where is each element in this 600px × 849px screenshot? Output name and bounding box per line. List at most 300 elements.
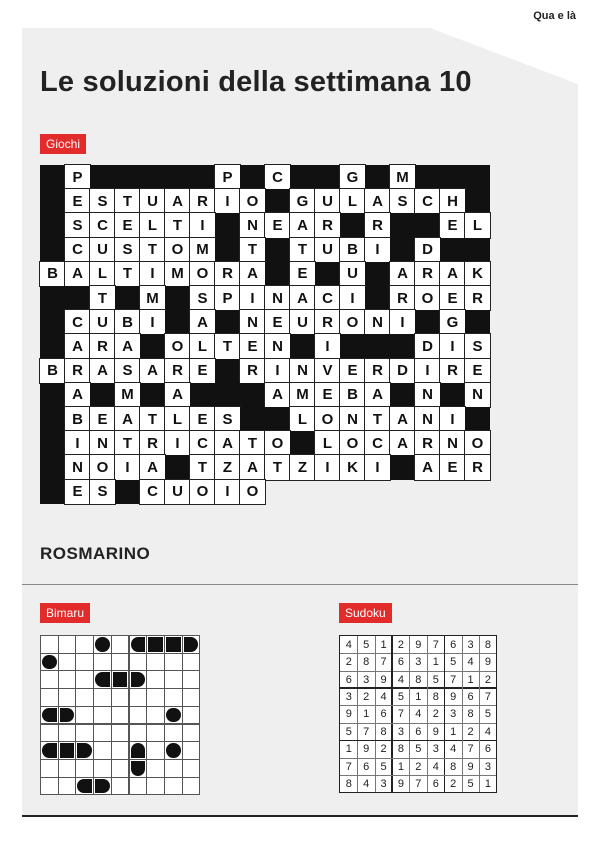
sudoku-cell: 9 xyxy=(345,708,352,721)
crossword-letter-cell: O xyxy=(340,310,365,334)
bimaru-cell xyxy=(111,706,130,725)
bimaru-ship-segment xyxy=(166,637,181,652)
sudoku-cell: 7 xyxy=(484,690,491,703)
bimaru-ship-segment xyxy=(95,779,110,794)
crossword-letter-cell: U xyxy=(290,310,315,334)
bimaru-cell xyxy=(146,688,165,707)
crossword-black-cell xyxy=(415,310,440,334)
crossword-letter-cell: O xyxy=(265,431,290,455)
crossword-letter-cell: I xyxy=(240,286,265,310)
crossword-letter-cell: E xyxy=(465,359,490,383)
bimaru-cell xyxy=(75,670,94,689)
bimaru-ship-segment xyxy=(60,743,75,758)
bimaru-cell xyxy=(40,670,59,689)
crossword-letter-cell: O xyxy=(465,431,490,455)
bimaru-ship-segment xyxy=(184,637,199,652)
sudoku-cell: 7 xyxy=(380,656,387,669)
crossword-black-cell xyxy=(465,165,490,189)
crossword-letter-cell: G xyxy=(290,189,315,213)
crossword-black-cell xyxy=(215,310,240,334)
bimaru-cell xyxy=(40,724,59,743)
sudoku-gridline xyxy=(340,758,496,759)
crossword-letter-cell: I xyxy=(340,286,365,310)
bimaru-cell xyxy=(111,688,130,707)
crossword-letter-cell: E xyxy=(315,383,340,407)
crossword-letter-cell: I xyxy=(390,310,415,334)
sudoku-cell: 2 xyxy=(380,743,387,756)
bimaru-cell xyxy=(182,688,201,707)
bimaru-cell xyxy=(75,635,94,654)
sudoku-gridline xyxy=(391,636,393,792)
bimaru-ship-segment xyxy=(95,672,110,687)
bimaru-cell xyxy=(129,688,148,707)
crossword-letter-cell: I xyxy=(365,455,390,479)
section-label: Qua e là xyxy=(533,10,576,22)
bimaru-cell xyxy=(146,706,165,725)
sudoku-cell: 4 xyxy=(467,656,474,669)
bimaru-ship-segment xyxy=(113,672,128,687)
bimaru-cell xyxy=(93,653,112,672)
crossword-letter-cell: R xyxy=(90,334,115,358)
crossword-letter-cell: A xyxy=(390,407,415,431)
crossword-black-cell xyxy=(40,165,65,189)
crossword-letter-cell: E xyxy=(65,480,90,504)
sudoku-cell: 6 xyxy=(345,673,352,686)
sudoku-cell: 4 xyxy=(345,638,352,651)
bimaru-cell xyxy=(58,688,77,707)
sudoku-cell: 9 xyxy=(380,673,387,686)
crossword-letter-cell: L xyxy=(315,431,340,455)
crossword-black-cell xyxy=(90,383,115,407)
bimaru-cell xyxy=(75,759,94,778)
crossword-letter-cell: I xyxy=(215,189,240,213)
crossword-letter-cell: E xyxy=(440,286,465,310)
crossword-letter-cell: M xyxy=(290,383,315,407)
crossword-letter-cell: O xyxy=(190,480,215,504)
crossword-black-cell xyxy=(65,286,90,310)
bimaru-cell xyxy=(129,777,148,796)
crossword-letter-cell: C xyxy=(90,213,115,237)
sudoku-cell: 3 xyxy=(467,638,474,651)
crossword-letter-cell: A xyxy=(365,383,390,407)
crossword-letter-cell: S xyxy=(190,286,215,310)
crossword-black-cell xyxy=(40,334,65,358)
bimaru-cell xyxy=(40,635,59,654)
crossword-letter-cell: I xyxy=(315,455,340,479)
crossword-letter-cell: K xyxy=(465,262,490,286)
crossword-black-cell xyxy=(290,334,315,358)
crossword-letter-cell: A xyxy=(65,383,90,407)
sudoku-cell: 9 xyxy=(432,725,439,738)
crossword-letter-cell: E xyxy=(90,407,115,431)
sudoku-cell: 6 xyxy=(432,777,439,790)
bimaru-cell xyxy=(182,777,201,796)
crossword-letter-cell: L xyxy=(340,189,365,213)
sudoku-cell: 7 xyxy=(363,725,370,738)
sudoku-cell: 7 xyxy=(415,777,422,790)
crossword-black-cell xyxy=(465,407,490,431)
crossword-letter-cell: T xyxy=(140,238,165,262)
bimaru-cell xyxy=(40,688,59,707)
sudoku-cell: 1 xyxy=(467,673,474,686)
crossword-letter-cell: S xyxy=(465,334,490,358)
sudoku-cell: 3 xyxy=(397,725,404,738)
crossword-letter-cell: B xyxy=(340,238,365,262)
crossword-letter-cell: C xyxy=(65,238,90,262)
crossword-black-cell xyxy=(40,455,65,479)
bimaru-cell xyxy=(146,777,165,796)
bimaru-tag: Bimaru xyxy=(40,603,90,623)
bimaru-cell xyxy=(111,777,130,796)
sudoku-cell: 2 xyxy=(397,638,404,651)
crossword-letter-cell: C xyxy=(315,286,340,310)
bimaru-cell xyxy=(93,706,112,725)
sudoku-cell: 1 xyxy=(450,725,457,738)
crossword-black-cell xyxy=(40,286,65,310)
crossword-letter-cell: R xyxy=(465,455,490,479)
crossword-letter-cell: S xyxy=(65,213,90,237)
sudoku-cell: 2 xyxy=(363,690,370,703)
crossword-black-cell xyxy=(40,310,65,334)
crossword-letter-cell: A xyxy=(365,189,390,213)
crossword-letter-cell: R xyxy=(190,189,215,213)
bimaru-cell xyxy=(93,759,112,778)
crossword-letter-cell: N xyxy=(240,213,265,237)
crossword-letter-cell: T xyxy=(115,189,140,213)
bimaru-ship-segment xyxy=(148,637,163,652)
crossword-black-cell xyxy=(415,213,440,237)
crossword-black-cell xyxy=(115,480,140,504)
crossword-letter-cell: K xyxy=(340,455,365,479)
crossword-letter-cell: R xyxy=(365,213,390,237)
bimaru-cell xyxy=(164,759,183,778)
crossword-black-cell xyxy=(165,455,190,479)
crossword-letter-cell: T xyxy=(190,455,215,479)
sudoku-cell: 2 xyxy=(432,708,439,721)
crossword-letter-cell: T xyxy=(140,407,165,431)
sudoku-cell: 2 xyxy=(467,725,474,738)
sudoku-cell: 5 xyxy=(345,725,352,738)
crossword-letter-cell: M xyxy=(165,262,190,286)
crossword-answer: ROSMARINO xyxy=(40,544,151,563)
sudoku-cell: 1 xyxy=(432,656,439,669)
bimaru-cell xyxy=(75,653,94,672)
bimaru-cell xyxy=(40,777,59,796)
bimaru-ship-segment xyxy=(77,779,92,794)
sudoku-cell: 3 xyxy=(484,760,491,773)
crossword-letter-cell: A xyxy=(265,383,290,407)
bimaru-cell xyxy=(75,706,94,725)
sudoku-cell: 8 xyxy=(467,708,474,721)
crossword-black-cell xyxy=(140,334,165,358)
sudoku-cell: 6 xyxy=(397,656,404,669)
bimaru-cell xyxy=(146,741,165,760)
sudoku-gridline xyxy=(357,636,358,792)
crossword-letter-cell: A xyxy=(440,262,465,286)
crossword-letter-cell: M xyxy=(140,286,165,310)
bimaru-ship-segment xyxy=(42,708,57,723)
sudoku-cell: 8 xyxy=(380,725,387,738)
crossword-black-cell xyxy=(40,407,65,431)
crossword-black-cell xyxy=(415,165,440,189)
crossword-black-cell xyxy=(390,238,415,262)
crossword-black-cell xyxy=(40,213,65,237)
crossword-black-cell xyxy=(40,431,65,455)
sudoku-gridline xyxy=(340,671,496,672)
sudoku-cell: 4 xyxy=(450,743,457,756)
sudoku-cell: 8 xyxy=(415,673,422,686)
crossword-letter-cell: R xyxy=(465,286,490,310)
crossword-letter-cell: B xyxy=(40,262,65,286)
sudoku-grid xyxy=(339,635,497,793)
crossword-letter-cell: A xyxy=(115,334,140,358)
crossword-black-cell xyxy=(215,359,240,383)
crossword-black-cell xyxy=(365,334,390,358)
bimaru-cell xyxy=(182,706,201,725)
sudoku-gridline xyxy=(340,723,496,724)
crossword-black-cell xyxy=(40,383,65,407)
crossword-letter-cell: T xyxy=(240,238,265,262)
crossword-letter-cell: B xyxy=(65,407,90,431)
crossword-letter-cell: B xyxy=(340,383,365,407)
crossword-letter-cell: U xyxy=(165,480,190,504)
crossword-letter-cell: R xyxy=(65,359,90,383)
bimaru-cell xyxy=(93,724,112,743)
sudoku-gridline xyxy=(340,775,496,776)
crossword-letter-cell: A xyxy=(190,310,215,334)
crossword-letter-cell: N xyxy=(265,286,290,310)
bimaru-cell xyxy=(164,688,183,707)
sudoku-cell: 4 xyxy=(397,673,404,686)
sudoku-cell: 5 xyxy=(432,673,439,686)
sudoku-cell: 4 xyxy=(380,690,387,703)
crossword-letter-cell: A xyxy=(215,431,240,455)
sudoku-cell: 3 xyxy=(432,743,439,756)
crossword-black-cell xyxy=(240,383,265,407)
crossword-letter-cell: N xyxy=(240,310,265,334)
crossword-letter-cell: I xyxy=(365,238,390,262)
sudoku-cell: 2 xyxy=(415,760,422,773)
bimaru-cell xyxy=(129,724,148,743)
crossword-black-cell xyxy=(265,407,290,431)
crossword-letter-cell: C xyxy=(415,189,440,213)
sudoku-cell: 7 xyxy=(397,708,404,721)
crossword-letter-cell: N xyxy=(340,407,365,431)
crossword-letter-cell: A xyxy=(390,431,415,455)
crossword-letter-cell: C xyxy=(140,480,165,504)
bimaru-cell xyxy=(93,741,112,760)
crossword-letter-cell: U xyxy=(90,238,115,262)
crossword-letter-cell: A xyxy=(290,213,315,237)
crossword-letter-cell: A xyxy=(240,262,265,286)
crossword-black-cell xyxy=(390,213,415,237)
crossword-letter-cell: T xyxy=(265,455,290,479)
crossword-letter-cell: O xyxy=(340,431,365,455)
crossword-black-cell xyxy=(215,383,240,407)
bimaru-cell xyxy=(58,635,77,654)
sudoku-cell: 5 xyxy=(415,743,422,756)
crossword-black-cell xyxy=(340,213,365,237)
sudoku-cell: 2 xyxy=(450,777,457,790)
bimaru-ship-segment xyxy=(131,761,146,776)
crossword-letter-cell: R xyxy=(140,431,165,455)
sudoku-gridline xyxy=(444,636,446,792)
bimaru-cell xyxy=(75,724,94,743)
sudoku-cell: 6 xyxy=(415,725,422,738)
crossword-black-cell xyxy=(315,262,340,286)
crossword-letter-cell: E xyxy=(240,334,265,358)
bimaru-cell xyxy=(146,759,165,778)
crossword-letter-cell: E xyxy=(340,359,365,383)
sudoku-cell: 8 xyxy=(363,656,370,669)
sudoku-cell: 3 xyxy=(363,673,370,686)
sudoku-cell: 7 xyxy=(432,638,439,651)
bimaru-cell xyxy=(164,670,183,689)
crossword-black-cell xyxy=(40,480,65,504)
crossword-black-cell xyxy=(440,383,465,407)
bimaru-ship-segment xyxy=(42,743,57,758)
bimaru-ship-segment xyxy=(42,655,57,670)
sudoku-cell: 4 xyxy=(432,760,439,773)
crossword-letter-cell: L xyxy=(290,407,315,431)
bimaru-cell xyxy=(182,724,201,743)
bimaru-cell xyxy=(40,759,59,778)
crossword-letter-cell: G xyxy=(440,310,465,334)
crossword-letter-cell: O xyxy=(165,238,190,262)
crossword-letter-cell: D xyxy=(390,359,415,383)
sudoku-cell: 5 xyxy=(363,638,370,651)
crossword-letter-cell: O xyxy=(165,334,190,358)
crossword-black-cell xyxy=(265,238,290,262)
crossword-letter-cell: S xyxy=(215,407,240,431)
sudoku-cell: 6 xyxy=(363,760,370,773)
sudoku-cell: 6 xyxy=(380,708,387,721)
sudoku-cell: 9 xyxy=(450,690,457,703)
crossword-black-cell xyxy=(265,262,290,286)
bimaru-cell xyxy=(58,759,77,778)
crossword-letter-cell: I xyxy=(140,310,165,334)
crossword-letter-cell: O xyxy=(315,407,340,431)
crossword-letter-cell: O xyxy=(415,286,440,310)
crossword-black-cell xyxy=(140,165,165,189)
crossword-letter-cell: I xyxy=(440,407,465,431)
sudoku-cell: 6 xyxy=(484,743,491,756)
crossword-black-cell xyxy=(440,238,465,262)
crossword-letter-cell: S xyxy=(90,480,115,504)
bimaru-cell xyxy=(182,670,201,689)
crossword-letter-cell: I xyxy=(140,262,165,286)
crossword-letter-cell: L xyxy=(190,334,215,358)
crossword-black-cell xyxy=(290,431,315,455)
crossword-letter-cell: R xyxy=(165,359,190,383)
crossword-letter-cell: M xyxy=(190,238,215,262)
crossword-letter-cell: A xyxy=(140,359,165,383)
sudoku-cell: 2 xyxy=(484,673,491,686)
crossword-letter-cell: O xyxy=(240,480,265,504)
sudoku-cell: 5 xyxy=(380,760,387,773)
sudoku-cell: 6 xyxy=(450,638,457,651)
sudoku-gridline xyxy=(409,636,410,792)
sudoku-cell: 5 xyxy=(484,708,491,721)
crossword-letter-cell: V xyxy=(315,359,340,383)
bimaru-cell xyxy=(58,670,77,689)
crossword-letter-cell: E xyxy=(440,213,465,237)
crossword-letter-cell: E xyxy=(440,455,465,479)
crossword-letter-cell: T xyxy=(240,431,265,455)
crossword-letter-cell: N xyxy=(290,359,315,383)
crossword-black-cell xyxy=(90,165,115,189)
sudoku-cell: 8 xyxy=(450,760,457,773)
crossword-letter-cell: G xyxy=(340,165,365,189)
crossword-letter-cell: L xyxy=(90,262,115,286)
crossword-letter-cell: S xyxy=(390,189,415,213)
crossword-letter-cell: D xyxy=(415,238,440,262)
bimaru-cell xyxy=(75,688,94,707)
crossword-letter-cell: L xyxy=(465,213,490,237)
sudoku-gridline xyxy=(340,687,496,689)
giochi-tag: Giochi xyxy=(40,134,86,154)
crossword-black-cell xyxy=(340,334,365,358)
crossword-letter-cell: P xyxy=(215,286,240,310)
sudoku-cell: 1 xyxy=(380,638,387,651)
crossword-letter-cell: T xyxy=(115,262,140,286)
crossword-letter-cell: S xyxy=(90,189,115,213)
crossword-letter-cell: A xyxy=(90,359,115,383)
crossword-letter-cell: E xyxy=(65,189,90,213)
crossword-letter-cell: R xyxy=(365,359,390,383)
crossword-black-cell xyxy=(465,189,490,213)
crossword-letter-cell: A xyxy=(415,455,440,479)
crossword-black-cell xyxy=(40,238,65,262)
sudoku-cell: 8 xyxy=(397,743,404,756)
crossword-letter-cell: N xyxy=(265,334,290,358)
crossword-letter-cell: E xyxy=(115,213,140,237)
crossword-letter-cell: B xyxy=(115,310,140,334)
bimaru-cell xyxy=(58,777,77,796)
crossword-letter-cell: R xyxy=(315,310,340,334)
bimaru-cell xyxy=(182,653,201,672)
bimaru-cell xyxy=(111,653,130,672)
sudoku-cell: 8 xyxy=(345,777,352,790)
crossword-letter-cell: O xyxy=(190,262,215,286)
crossword-letter-cell: U xyxy=(315,238,340,262)
sudoku-cell: 2 xyxy=(345,656,352,669)
sudoku-cell: 1 xyxy=(415,690,422,703)
sudoku-cell: 1 xyxy=(484,777,491,790)
bimaru-cell xyxy=(164,777,183,796)
crossword-black-cell xyxy=(390,455,415,479)
crossword-letter-cell: E xyxy=(265,310,290,334)
bimaru-ship-segment xyxy=(131,743,146,758)
sudoku-gridline xyxy=(479,636,480,792)
crossword-letter-cell: N xyxy=(90,431,115,455)
crossword-letter-cell: M xyxy=(390,165,415,189)
crossword-letter-cell: P xyxy=(215,165,240,189)
crossword-letter-cell: C xyxy=(65,310,90,334)
bimaru-ship-segment xyxy=(131,637,146,652)
crossword-letter-cell: I xyxy=(265,359,290,383)
sudoku-cell: 8 xyxy=(484,638,491,651)
sudoku-cell: 3 xyxy=(380,777,387,790)
crossword-letter-cell: Z xyxy=(215,455,240,479)
sudoku-tag: Sudoku xyxy=(339,603,392,623)
crossword-letter-cell: N xyxy=(365,310,390,334)
crossword-letter-cell: M xyxy=(115,383,140,407)
bimaru-cell xyxy=(93,688,112,707)
sudoku-cell: 7 xyxy=(450,673,457,686)
sudoku-cell: 4 xyxy=(363,777,370,790)
bimaru-cell xyxy=(129,706,148,725)
